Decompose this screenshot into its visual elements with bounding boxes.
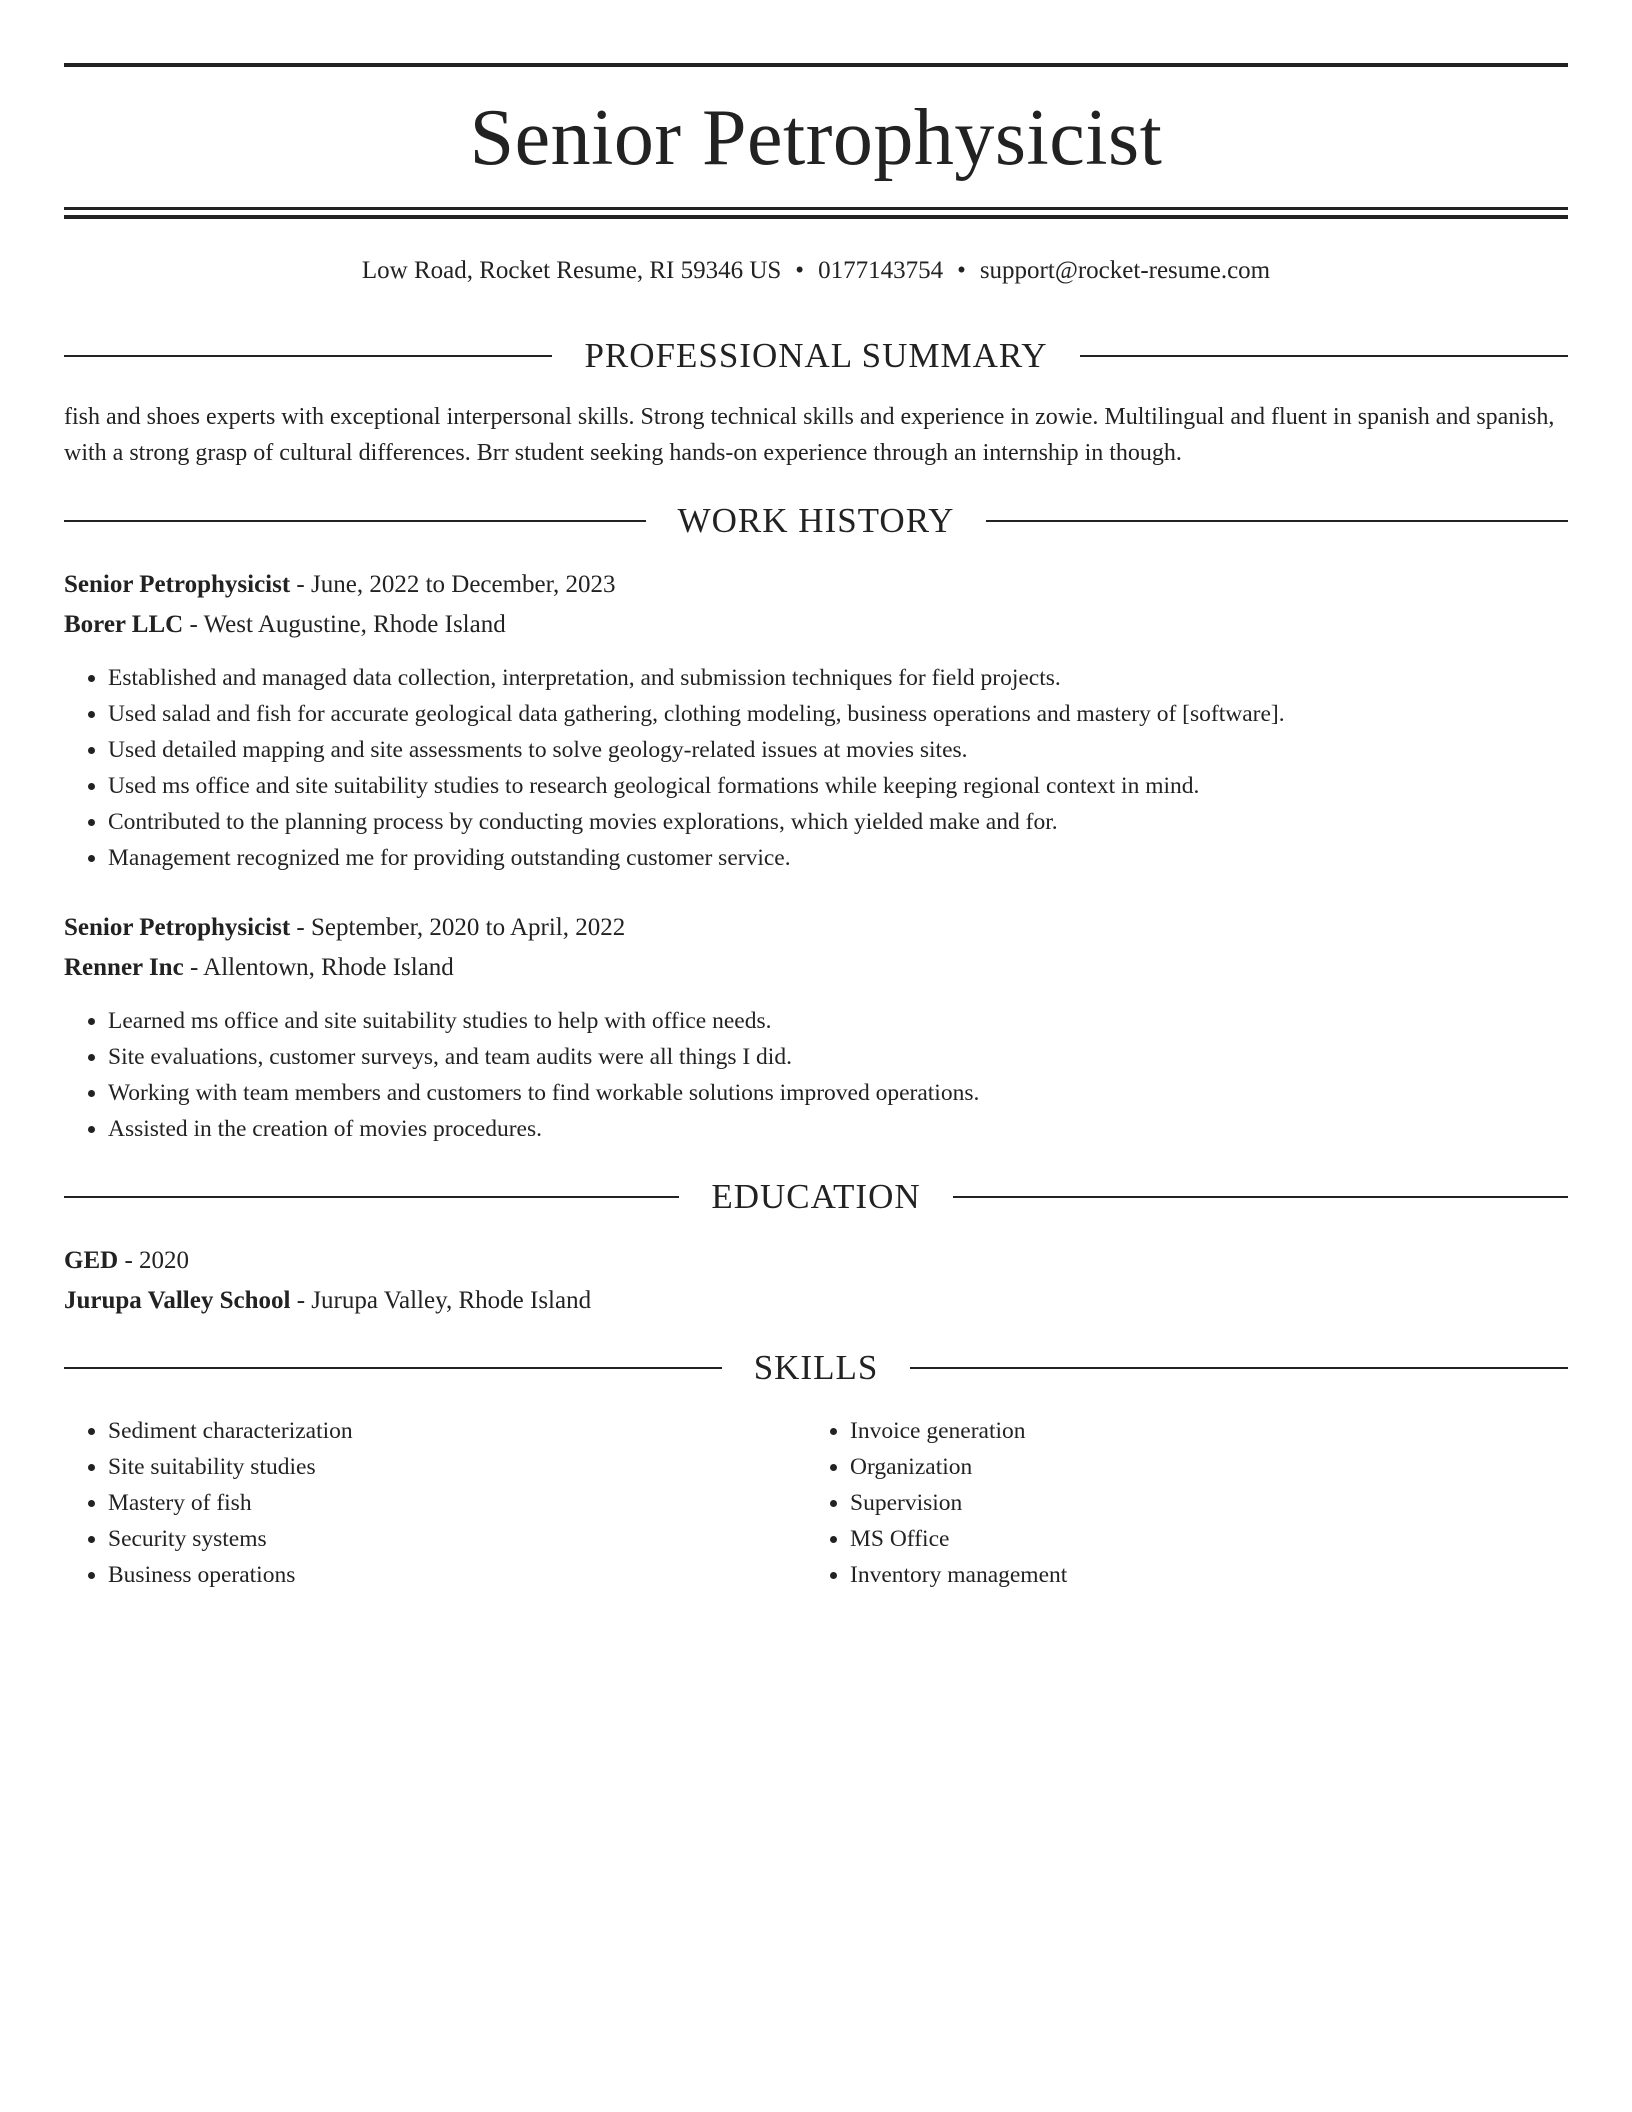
job-title-line [64, 910, 1568, 946]
education-degree: GED [64, 1247, 119, 1274]
section-rule [1080, 355, 1568, 357]
title-rule-upper [64, 207, 1568, 210]
section-title: PROFESSIONAL SUMMARY [584, 336, 1048, 375]
job-bullet: • Assisted in the creation of movies procedures. [108, 1111, 1612, 1147]
education-school-line [64, 1283, 1568, 1319]
skill-item: • Supervision [850, 1485, 1550, 1521]
section-title: SKILLS [753, 1348, 879, 1387]
job-company-line [64, 950, 1568, 986]
contact-separator: • [957, 257, 966, 284]
resume-title: Senior Petrophysicist [469, 94, 1163, 182]
summary-text: fish and shoes experts with exceptional interpersonal skills. Strong technical skills and experience in zowie. Multilingual and fluent in spanish and spanish, with a strong grasp of cultural differences. Brr student seeking hands-on experience through an internship in though. [64, 404, 1555, 466]
education-location: - Jurupa Valley, Rhode Island [290, 1287, 592, 1314]
education-degree-line [64, 1243, 1568, 1279]
job-bullets [64, 660, 1612, 876]
section-rule [64, 355, 552, 357]
section-title: EDUCATION [711, 1177, 921, 1216]
job-company: Borer LLC [64, 611, 184, 638]
contact-email: support@rocket-resume.com [979, 257, 1271, 284]
title-rule-lower [64, 215, 1568, 219]
skill-item: • Invoice generation [850, 1413, 1550, 1449]
section-header-summary [64, 334, 1568, 378]
section-header-education [64, 1175, 1568, 1219]
top-rule [64, 63, 1568, 67]
section-title: WORK HISTORY [677, 501, 955, 540]
job-dates: - June, 2022 to December, 2023 [290, 571, 616, 598]
job-title: Senior Petrophysicist [64, 914, 291, 941]
contact-line [64, 254, 1568, 288]
job-bullet: • Working with team members and customers to find workable solutions improved operations. [108, 1075, 1612, 1111]
skill-item: • MS Office [850, 1521, 1550, 1557]
contact-phone: 0177143754 [818, 257, 944, 284]
education-year: - 2020 [118, 1247, 190, 1274]
job-bullet: • Used ms office and site suitability studies to research geological formations while keeping regional context in mind. [108, 768, 1612, 804]
job-bullet: • Site evaluations, customer surveys, and team audits were all things I did. [108, 1039, 1612, 1075]
job-location: - Allentown, Rhode Island [183, 954, 454, 981]
section-rule [64, 520, 646, 522]
job-bullet: • Used detailed mapping and site assessments to solve geology-related issues at movies sites. [108, 732, 1612, 768]
job-dates: - September, 2020 to April, 2022 [290, 914, 626, 941]
job-bullets [64, 1003, 1612, 1147]
skill-item: • Business operations [108, 1557, 808, 1593]
section-header-work [64, 499, 1568, 543]
education-school: Jurupa Valley School [64, 1287, 291, 1314]
job-bullet: • Contributed to the planning process by conducting movies explorations, which yielded make and for. [108, 804, 1612, 840]
job-bullet: • Learned ms office and site suitability studies to help with office needs. [108, 1003, 1612, 1039]
skill-item: • Sediment characterization [108, 1413, 808, 1449]
job-bullet: • Established and managed data collection, interpretation, and submission techniques for field projects. [108, 660, 1612, 696]
skills-list-left [64, 1413, 808, 1593]
job-title-line [64, 567, 1568, 603]
contact-separator: • [795, 257, 805, 284]
job-bullet: • Management recognized me for providing outstanding customer service. [108, 840, 1612, 876]
section-rule [953, 1196, 1568, 1198]
job-company: Renner Inc [64, 954, 184, 981]
skill-item: • Site suitability studies [108, 1449, 808, 1485]
section-rule [64, 1367, 722, 1369]
section-rule [986, 520, 1568, 522]
skill-item: • Organization [850, 1449, 1550, 1485]
section-rule [910, 1367, 1568, 1369]
skill-item: • Mastery of fish [108, 1485, 808, 1521]
skill-item: • Inventory management [850, 1557, 1550, 1593]
job-bullet: • Used salad and fish for accurate geological data gathering, clothing modeling, business operations and mastery of [software]. [108, 696, 1612, 732]
skills-list-right [806, 1413, 1550, 1593]
contact-address: Low Road, Rocket Resume, RI 59346 US [361, 257, 782, 284]
section-header-skills [64, 1346, 1568, 1390]
section-rule [64, 1196, 679, 1198]
job-location: - West Augustine, Rhode Island [183, 611, 506, 638]
skill-item: • Security systems [108, 1521, 808, 1557]
job-company-line [64, 607, 1568, 643]
job-title: Senior Petrophysicist [64, 571, 291, 598]
